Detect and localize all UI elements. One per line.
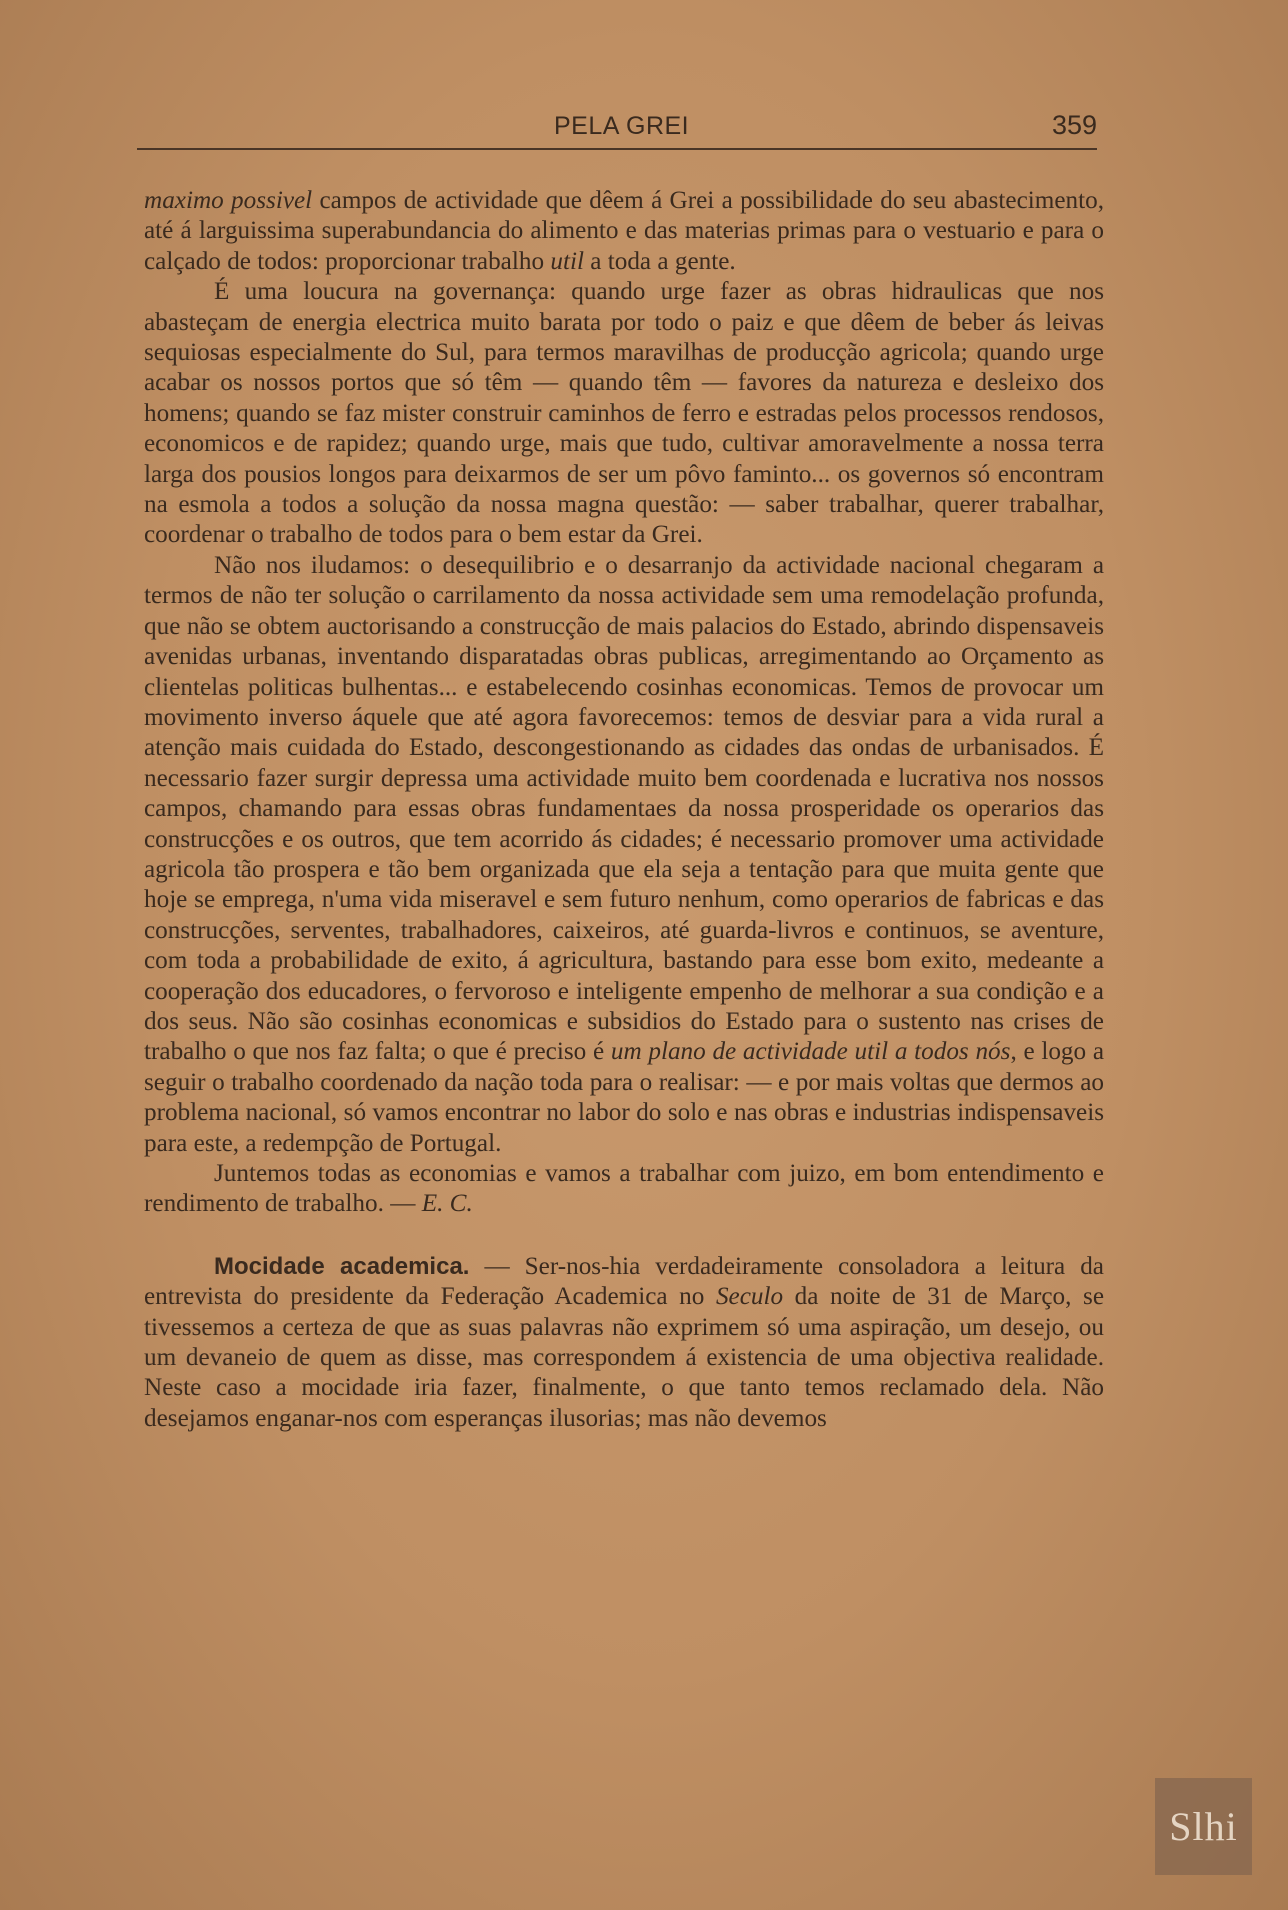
paragraph-4-text: Juntemos todas as economias e vamos a trabalhar com juizo, em bom entendimento e rendimento de trabalho. — (144, 1160, 1104, 1218)
paragraph-2: É uma loucura na governança: quando urge fazer as obras hidraulicas que nos abasteçam de energia electrica muito barata por todo o paiz e que dêem de beber ás leivas sequiosas especialmente do Sul, para termos maravilhas de producção agricola; quando urge acabar os nossos portos que só têm — quando têm — favores da natureza e desleixo dos homens; quando se faz mister construir caminhos de ferro e estradas pelos processos rendosos, economicos e de rapidez; quando urge, mais que tudo, cultivar amoravelmente a nossa terra larga dos pousios longos para deixarmos de ser um pôvo faminto... os governos só encontram na esmola a todos a solução da nossa magna questão: — saber trabalhar, querer trabalhar, coordenar o trabalho de todos para o bem estar da Grei. (144, 278, 1104, 549)
section-paragraph (144, 1252, 1104, 1434)
paragraph-1 (144, 186, 1104, 277)
running-head: PELA GREI (554, 112, 690, 140)
italic-phrase: maximo possivel (144, 187, 313, 214)
library-stamp (1155, 1778, 1252, 1875)
signature: E. C. (421, 1190, 473, 1218)
section-text-b: da noite de 31 de Março, se tivessemos a certeza de que as suas palavras não exprimem só uma aspiração, um desejo, ou um devaneio de quem as disse, mas correspondem á existencia de uma objectiva realidade. Neste caso a mocidade iria fazer, finalmente, o que tanto temos reclamado dela. Não desejamos enganar-nos com esperanças ilusorias; mas não devemos (144, 1283, 1105, 1432)
paragraph-3-text-b: , e logo a seguir o trabalho coordenado da nação toda para o realisar: — e por mais voltas que dermos ao problema nacional, só vamos encontrar no labor do solo e nas obras e industrias indispensaveis para este, a redempção de Portugal. (144, 1038, 1105, 1157)
paragraph-3 (144, 551, 1104, 1159)
italic-phrase: um plano de actividade util a todos nós (610, 1038, 1011, 1066)
section-text-a: — Ser-nos-hia verdadeiramente consoladora a leitura da entrevista do presidente da Federação Academica no (144, 1252, 1104, 1311)
page-header (137, 108, 1097, 150)
paragraph-3-text-a: Não nos iludamos: o desequilibrio e o desarranjo da actividade nacional chegaram a termos de não ter solução o carrilamento da nossa actividade sem uma remodelação profunda, que não se obtem auctorisando a construcção de mais palacios do Estado, abrindo dispensaveis avenidas urbanas, inventando disparatadas obras publicas, arregimentando ao Orçamento as clientelas politicas bulhentas... e estabelecendo cosinhas economicas. Temos de provocar um movimento inverso áquele que até agora favorecemos: temos de desviar para a vida rural a atenção mais cuidada do Estado, descongestionando as cidades das ondas de urbanisados. É necessario fazer surgir depressa uma actividade muito bem coordenada e lucrativa nos nossos campos, chamando para essas obras fundamentaes da nossa prosperidade os operarios das construcções e os outros, que tem acorrido ás cidades; é necessario promover uma actividade agricola tão prospera e tão bem organizada que ela seja a tentação para que muita gente que hoje se emprega, n'uma vida miseravel e sem futuro nenhum, como operarios de fabricas e das construcções, serventes, trabalhadores, caixeiros, até guarda-livros e continuos, se aventure, com toda a probabilidade de exito, á agricultura, bastando para esse bom exito, medeante a cooperação dos educadores, o fervoroso e inteligente empenho de melhorar a sua condição e a dos seus. Não são cosinhas economicas e subsidios do Estado para o sustento nas crises de trabalho o que nos faz falta; o que é preciso é (144, 551, 1104, 1066)
newspaper-name: Seculo (715, 1283, 784, 1311)
page-number: 359 (1051, 110, 1097, 140)
body-text (144, 186, 1104, 1434)
paragraph-1-text-a: campos de actividade que dêem á Grei a possibilidade do seu abastecimento, até á larguissima superabundancia do alimento e das materias primas para o vestuario e para o calçado de todos: proporcionar trabalho (144, 187, 1104, 275)
paragraph-4 (144, 1159, 1104, 1220)
section-title: Mocidade academica. (214, 1252, 470, 1280)
stamp-label: Slhi (1169, 1804, 1238, 1849)
paragraph-1-text-b: a toda a gente. (583, 247, 736, 275)
italic-word: util (550, 247, 584, 275)
